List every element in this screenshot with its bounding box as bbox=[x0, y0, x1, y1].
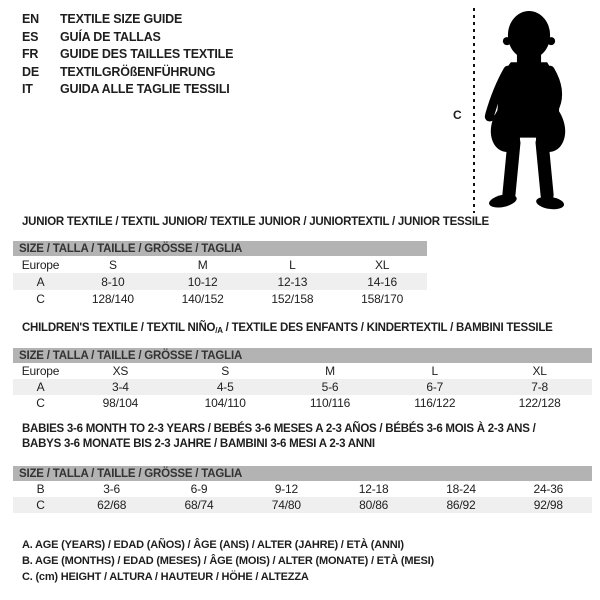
height-cell: 140/152 bbox=[181, 291, 224, 306]
lang-code: FR bbox=[22, 47, 39, 62]
age-cell: 9-12 bbox=[274, 482, 298, 496]
table-row bbox=[13, 363, 592, 379]
lang-row-it bbox=[22, 81, 233, 99]
age-cell: 12-13 bbox=[248, 273, 338, 290]
table-row bbox=[13, 290, 427, 307]
lang-code: EN bbox=[22, 12, 39, 26]
lang-row-en bbox=[22, 11, 233, 29]
height-cell: 98/104 bbox=[102, 396, 139, 410]
junior-size-table bbox=[13, 241, 427, 307]
height-cell: 92/98 bbox=[505, 497, 592, 513]
age-cell: 12-18 bbox=[358, 482, 389, 496]
size-cell: M bbox=[325, 364, 335, 378]
lang-label: TEXTILGRÖßENFÜHRUNG bbox=[60, 64, 216, 79]
table-row bbox=[13, 241, 427, 256]
size-header-bar: SIZE / TALLA / TAILLE / GRÖSSE / TAGLIA bbox=[13, 348, 592, 363]
size-cell: S bbox=[221, 364, 230, 378]
lang-row-de bbox=[22, 64, 233, 82]
size-header-bar: SIZE / TALLA / TAILLE / GRÖSSE / TAGLIA bbox=[13, 466, 592, 481]
height-cell: 104/110 bbox=[204, 396, 246, 410]
table-row bbox=[13, 481, 592, 497]
age-cell: 4-5 bbox=[173, 379, 278, 395]
table-row bbox=[13, 273, 427, 290]
age-cell: 18-24 bbox=[446, 482, 476, 496]
footnote-a: A. AGE (YEARS) / EDAD (AÑOS) / ÂGE (ANS) / ALTER (JAHRE) / ETÀ (ANNI) bbox=[22, 539, 404, 551]
children-size-table bbox=[13, 348, 592, 411]
lang-label: GUIDE DES TAILLES TEXTILE bbox=[60, 47, 234, 62]
table-row bbox=[13, 348, 592, 363]
age-cell: 6-9 bbox=[190, 482, 208, 496]
row-label-cell: C bbox=[13, 497, 68, 513]
lang-code: IT bbox=[22, 82, 33, 97]
size-cell: XS bbox=[112, 364, 129, 378]
size-cell: L bbox=[289, 257, 296, 272]
lang-code: DE bbox=[22, 64, 39, 79]
size-cell: XL bbox=[532, 364, 547, 378]
table-row bbox=[13, 497, 592, 513]
height-cell: 74/80 bbox=[243, 497, 330, 513]
heading-subscript: /A bbox=[215, 326, 223, 335]
lang-label: TEXTILE SIZE GUIDE bbox=[60, 12, 183, 26]
row-label-cell: A bbox=[13, 379, 68, 395]
lang-code: ES bbox=[22, 29, 39, 44]
table-row bbox=[13, 395, 592, 411]
age-cell: 24-36 bbox=[533, 482, 564, 496]
junior-section-heading: JUNIOR TEXTILE / TEXTIL JUNIOR/ TEXTILE JUNIOR / JUNIORTEXTIL / JUNIOR TESSILE bbox=[22, 216, 489, 228]
height-cell: 116/122 bbox=[414, 396, 456, 410]
footnote-b: B. AGE (MONTHS) / EDAD (MESES) / ÂGE (MOIS) / ALTER (MONATE) / ETÀ (MESI) bbox=[22, 555, 434, 567]
age-cell: 6-7 bbox=[382, 379, 487, 395]
age-cell: 8-10 bbox=[68, 273, 158, 290]
age-cell: 14-16 bbox=[337, 273, 427, 290]
heading-text: CHILDREN'S TEXTILE / TEXTIL NIÑO bbox=[22, 322, 216, 334]
size-cell: XL bbox=[374, 257, 390, 272]
children-section-heading bbox=[22, 321, 553, 338]
table-row bbox=[13, 379, 592, 395]
lang-label: GUÍA DE TALLAS bbox=[60, 29, 161, 44]
table-row bbox=[13, 466, 592, 481]
heading-text: / TEXTILE DES ENFANTS / KINDERTEXTIL / BAMBINI TESSILE bbox=[222, 322, 553, 334]
lang-label: GUIDA ALLE TAGLIE TESSILI bbox=[60, 82, 230, 97]
height-cell: 68/74 bbox=[155, 497, 242, 513]
row-label-cell: C bbox=[36, 291, 45, 306]
height-measure-dashed-line bbox=[473, 8, 475, 213]
size-cell: M bbox=[197, 257, 208, 272]
lang-row-es bbox=[22, 29, 233, 47]
height-cell: 86/92 bbox=[417, 497, 504, 513]
row-label-cell: Europe bbox=[21, 257, 60, 272]
table-row bbox=[13, 256, 427, 273]
baby-silhouette-icon bbox=[482, 10, 574, 213]
age-cell: 3-6 bbox=[103, 482, 121, 496]
row-label-cell: C bbox=[36, 396, 45, 410]
babies-section-heading bbox=[22, 422, 582, 452]
height-cell: 62/68 bbox=[68, 497, 155, 513]
height-cell: 152/158 bbox=[271, 291, 314, 306]
footnote-c: C. (cm) HEIGHT / ALTURA / HAUTEUR / HÖHE / ALTEZZA bbox=[22, 571, 309, 583]
heading-line2: BABYS 3-6 MONATE BIS 2-3 JAHRE / BAMBINI 3-6 MESI A 2-3 ANNI bbox=[22, 438, 375, 450]
height-cell: 158/170 bbox=[361, 291, 404, 306]
footnotes-block bbox=[22, 537, 434, 585]
age-cell: 10-12 bbox=[158, 273, 248, 290]
row-label-cell: B bbox=[36, 482, 45, 496]
language-title-block bbox=[22, 11, 233, 99]
height-cell: 128/140 bbox=[91, 291, 134, 306]
heading-line1: BABIES 3-6 MONTH TO 2-3 YEARS / BEBÉS 3-6 MESES A 2-3 AÑOS / BÉBÉS 3-6 MOIS À 2-3 ANS / bbox=[22, 423, 536, 435]
age-cell: 5-6 bbox=[278, 379, 383, 395]
size-cell: S bbox=[108, 257, 117, 272]
height-cell: 80/86 bbox=[330, 497, 417, 513]
row-label-cell: A bbox=[13, 273, 68, 290]
height-cell: 122/128 bbox=[518, 396, 561, 410]
age-cell: 3-4 bbox=[68, 379, 173, 395]
age-cell: 7-8 bbox=[487, 379, 592, 395]
lang-row-fr bbox=[22, 46, 233, 64]
babies-size-table bbox=[13, 466, 592, 513]
size-cell: L bbox=[431, 364, 439, 378]
size-header-bar: SIZE / TALLA / TAILLE / GRÖSSE / TAGLIA bbox=[13, 241, 427, 256]
row-label-cell: Europe bbox=[21, 364, 60, 378]
height-measure-label: C bbox=[453, 108, 462, 122]
height-cell: 110/116 bbox=[309, 396, 351, 410]
